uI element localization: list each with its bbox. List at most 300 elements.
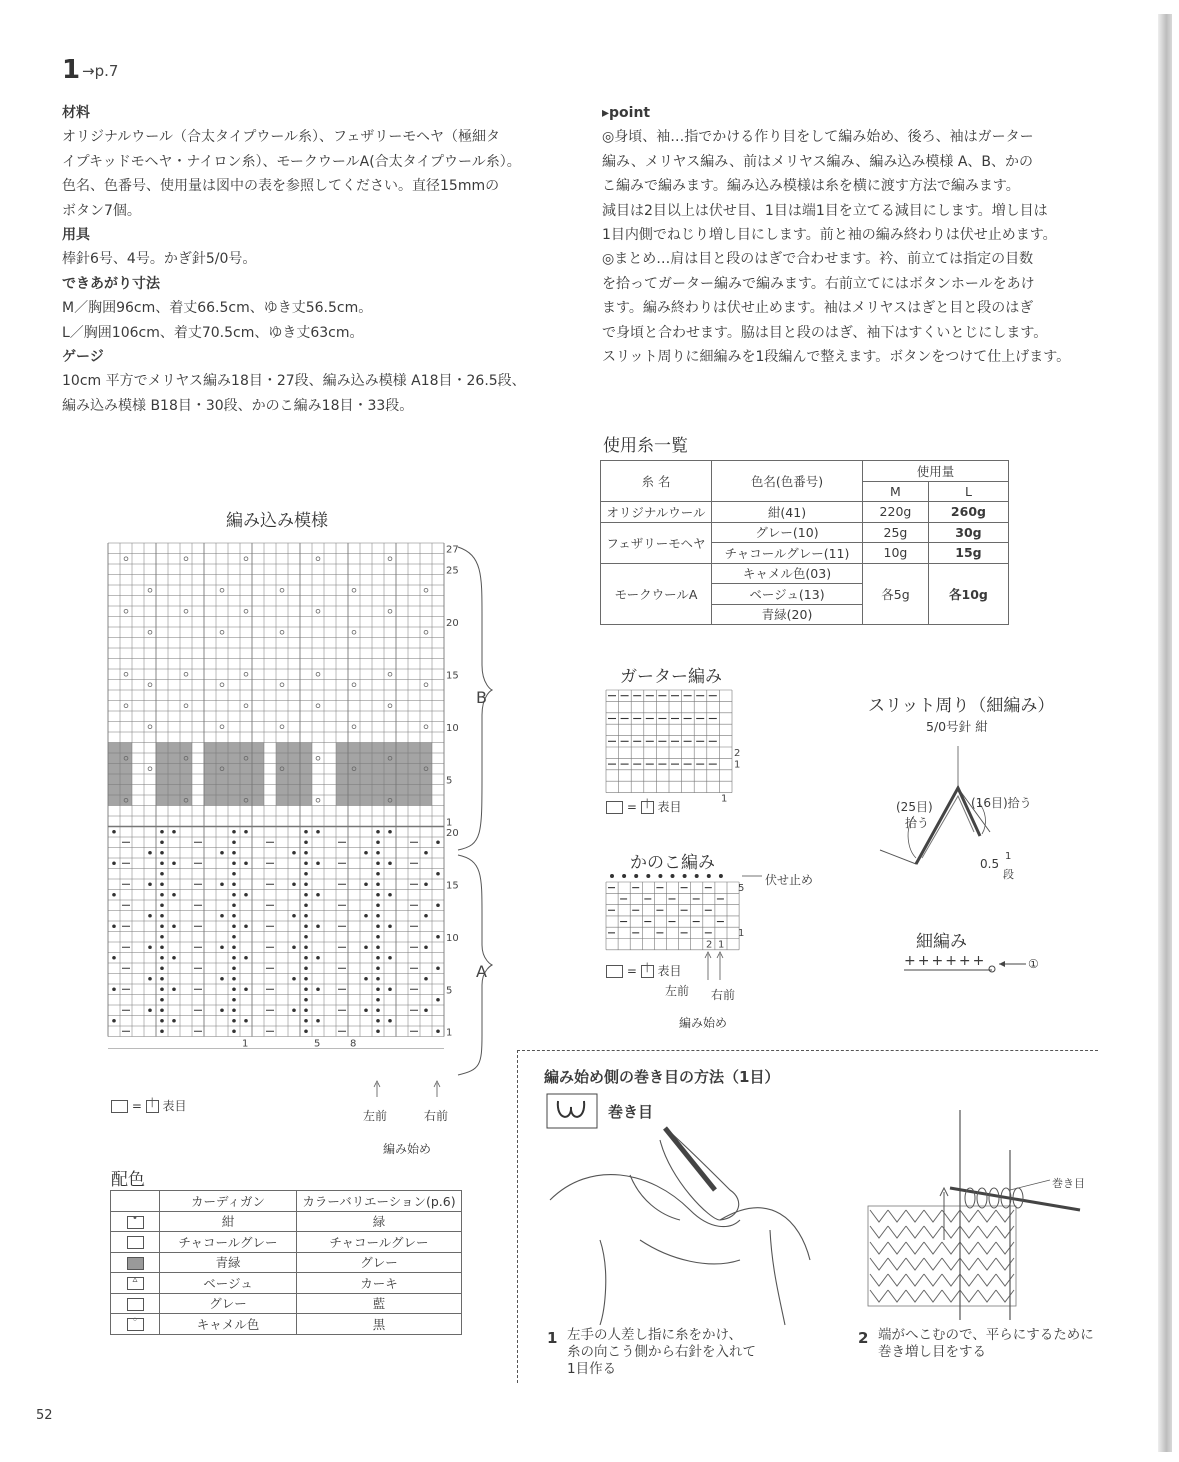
text-line: 10cm 平方でメリヤス編み18目・27段、編み込み模様 A18目・26.5段、 xyxy=(62,373,526,390)
dot-stitch xyxy=(436,1029,440,1033)
stitch-number: 8 xyxy=(350,1038,357,1050)
dot-stitch xyxy=(160,1029,164,1033)
page-number: 52 xyxy=(36,1408,53,1423)
dot-stitch xyxy=(376,945,380,949)
knit-stitch xyxy=(906,1290,924,1302)
sc-symbols: ++++++ xyxy=(904,953,987,969)
dot-stitch xyxy=(388,956,392,960)
yarn-line xyxy=(770,1230,785,1325)
dot-stitch xyxy=(388,1019,392,1023)
dot-stitch xyxy=(364,945,368,949)
r3-l: 各10g xyxy=(928,563,1008,625)
knit-stitch xyxy=(870,1210,888,1222)
dot-stitch xyxy=(148,945,152,949)
h-name: 糸 名 xyxy=(601,461,712,502)
knit-stitch xyxy=(996,1258,1014,1270)
dot-stitch xyxy=(424,851,428,855)
knit-stitch xyxy=(978,1242,996,1254)
knit-stitch xyxy=(924,1274,942,1286)
dot-stitch xyxy=(160,998,164,1002)
knit-stitch xyxy=(888,1242,906,1254)
knit-swatch-icon xyxy=(606,965,623,978)
section-heading: 材料 xyxy=(62,105,90,121)
slit-diagram xyxy=(870,740,1050,890)
dot-stitch xyxy=(388,830,392,834)
materials-block xyxy=(62,101,526,418)
bindoff-stitch xyxy=(610,874,614,878)
knit-symbol-icon: | xyxy=(146,1100,159,1113)
knit-stitch xyxy=(942,1274,960,1286)
dot-stitch xyxy=(316,956,320,960)
dot-stitch xyxy=(376,987,380,991)
color-table-title: 配色 xyxy=(111,1170,145,1190)
sc-marker: ① xyxy=(1028,957,1039,971)
motif-stitch xyxy=(244,704,248,708)
wrap-loop xyxy=(977,1188,987,1208)
step2-line: 巻き増し目をする xyxy=(878,1344,986,1360)
dot-stitch xyxy=(304,903,308,907)
motif-stitch xyxy=(424,588,428,592)
motif-stitch xyxy=(244,672,248,676)
dot-stitch xyxy=(160,882,164,886)
cardigan-color: ベージュ xyxy=(160,1273,297,1294)
knit-stitch xyxy=(978,1210,996,1222)
dot-stitch xyxy=(232,914,236,918)
dot-stitch xyxy=(424,945,428,949)
color-symbol-icon xyxy=(127,1212,144,1229)
dot-stitch xyxy=(376,977,380,981)
r2b-m: 10g xyxy=(863,543,929,564)
knit-stitch xyxy=(960,1242,978,1254)
dot-stitch xyxy=(304,966,308,970)
dot-stitch xyxy=(376,840,380,844)
motif-stitch xyxy=(388,704,392,708)
knit-stitch xyxy=(942,1242,960,1254)
bindoff-stitch xyxy=(622,874,626,878)
chart-legend-text: 表目 xyxy=(162,1099,187,1113)
dot-stitch xyxy=(232,935,236,939)
dot-stitch xyxy=(304,924,308,928)
knit-stitch xyxy=(870,1242,888,1254)
dot-stitch xyxy=(292,851,296,855)
dot-stitch xyxy=(244,956,248,960)
dot-stitch xyxy=(304,935,308,939)
h-usage: 使用量 xyxy=(863,461,1009,482)
r2-name: フェザリーモヘヤ xyxy=(601,522,712,563)
section-heading: 用具 xyxy=(62,227,90,244)
page-reference: →p.7 xyxy=(82,62,119,80)
dot-stitch xyxy=(304,987,308,991)
dot-stitch xyxy=(232,882,236,886)
motif-stitch xyxy=(280,630,284,634)
yarn-table xyxy=(600,460,1009,625)
dot-stitch xyxy=(376,935,380,939)
variation-color: グレー xyxy=(297,1252,462,1273)
dot-stitch xyxy=(232,1008,236,1012)
knit-stitch xyxy=(888,1226,906,1238)
dot-stitch xyxy=(376,851,380,855)
dot-stitch xyxy=(160,914,164,918)
dot-stitch xyxy=(304,1019,308,1023)
yarn-table-title: 使用糸一覧 xyxy=(603,436,688,456)
dot-stitch xyxy=(232,924,236,928)
dot-stitch xyxy=(160,1019,164,1023)
dot-stitch xyxy=(232,1019,236,1023)
dot-stitch xyxy=(244,861,248,865)
cardigan-color: グレー xyxy=(160,1293,297,1314)
motif-stitch xyxy=(184,609,188,613)
color-symbol: • xyxy=(132,1212,138,1224)
cardigan-color: 紺 xyxy=(160,1211,297,1232)
knit-swatch-icon xyxy=(606,801,623,814)
text-line: ボタン7個。 xyxy=(62,202,141,219)
dot-stitch xyxy=(244,924,248,928)
knit-stitch xyxy=(888,1258,906,1270)
motif-stitch xyxy=(316,609,320,613)
step1-number: 1 xyxy=(547,1329,558,1347)
row-number: 20 xyxy=(446,828,459,839)
knit-stitch xyxy=(924,1242,942,1254)
dot-stitch xyxy=(172,861,176,865)
garter-legend: = | 表目 xyxy=(606,798,682,815)
knit-stitch xyxy=(996,1290,1014,1302)
finger-outline xyxy=(660,1132,739,1220)
dot-stitch xyxy=(232,903,236,907)
dot-stitch xyxy=(232,977,236,981)
seed-right-front: 右前 xyxy=(711,988,736,1002)
knit-stitch xyxy=(906,1274,924,1286)
cardigan-color: チャコールグレー xyxy=(160,1232,297,1253)
dot-stitch xyxy=(388,861,392,865)
motif-stitch xyxy=(388,557,392,561)
motif-stitch xyxy=(124,672,128,676)
knit-stitch xyxy=(924,1290,942,1302)
motif-stitch xyxy=(184,704,188,708)
section-heading: ゲージ xyxy=(62,349,104,366)
finger-outline xyxy=(630,1175,680,1220)
knit-stitch xyxy=(870,1274,888,1286)
dot-stitch xyxy=(232,987,236,991)
slit-dim: 0.5 xyxy=(980,857,1000,871)
stitch-number: 5 xyxy=(314,1038,321,1050)
dot-stitch xyxy=(304,977,308,981)
r1-m: 220g xyxy=(863,502,929,523)
knit-stitch xyxy=(942,1290,960,1302)
dot-stitch xyxy=(304,840,308,844)
dot-stitch xyxy=(376,1008,380,1012)
step1-text xyxy=(567,1327,756,1378)
sc-title: 細編み xyxy=(916,932,967,952)
text-line: こ編みで編みます。編み込み模様は糸を横に渡す方法で編みます。 xyxy=(602,178,1020,195)
text-line: L／胸囲106cm、着丈70.5cm、ゆき丈63cm。 xyxy=(62,324,364,341)
color-row xyxy=(111,1314,462,1335)
dot-stitch xyxy=(304,830,308,834)
chart-legend: = | 表目 xyxy=(111,1097,187,1114)
motif-stitch xyxy=(316,557,320,561)
dot-stitch xyxy=(160,977,164,981)
dot-stitch xyxy=(436,966,440,970)
color-symbol: ▵ xyxy=(132,1274,138,1286)
dot-stitch xyxy=(436,935,440,939)
dot-stitch xyxy=(244,1019,248,1023)
r1-color: 紺(41) xyxy=(712,502,863,523)
start-arrow-icon xyxy=(374,1081,440,1097)
knit-stitch xyxy=(960,1226,978,1238)
dot-stitch xyxy=(172,924,176,928)
text-line: ます。編み終わりは伏せ止めます。袖はメリヤスはぎと目と段のはぎ xyxy=(602,300,1034,317)
knit-stitch xyxy=(978,1258,996,1270)
dot-stitch xyxy=(220,882,224,886)
motif-stitch xyxy=(184,672,188,676)
variation-color: チャコールグレー xyxy=(297,1232,462,1253)
knit-stitch xyxy=(906,1226,924,1238)
dot-stitch xyxy=(304,956,308,960)
dot-stitch xyxy=(292,914,296,918)
dot-stitch xyxy=(112,893,116,897)
row-number: 10 xyxy=(446,933,459,944)
dot-stitch xyxy=(304,851,308,855)
chart-start: 編み始め xyxy=(383,1142,432,1156)
r2a-color: グレー(10) xyxy=(712,522,863,543)
motif-stitch xyxy=(316,798,320,802)
bindoff-stitch xyxy=(707,874,711,878)
dot-stitch xyxy=(160,840,164,844)
motif-stitch xyxy=(352,725,356,729)
dot-stitch xyxy=(436,903,440,907)
dot-stitch xyxy=(304,1008,308,1012)
page-edge xyxy=(1158,14,1172,1452)
bindoff-stitch xyxy=(646,874,650,878)
motif-stitch xyxy=(124,557,128,561)
knit-swatch-icon xyxy=(111,1100,128,1113)
motif-stitch xyxy=(124,704,128,708)
variation-color: 藍 xyxy=(297,1293,462,1314)
step2-text xyxy=(878,1327,1094,1361)
dot-stitch xyxy=(148,851,152,855)
r1-l: 260g xyxy=(928,502,1008,523)
dot-stitch xyxy=(148,1008,152,1012)
variation-color: 黒 xyxy=(297,1314,462,1335)
h-m: M xyxy=(863,481,929,502)
motif-stitch xyxy=(352,588,356,592)
color-symbol: ◦ xyxy=(132,1315,138,1327)
cardigan-color: キャメル色 xyxy=(160,1314,297,1335)
stitch-number: 2 xyxy=(706,939,713,951)
row-number: 1 xyxy=(446,817,453,829)
knit-stitch xyxy=(978,1290,996,1302)
yarn-line xyxy=(600,1240,606,1325)
knit-stitch xyxy=(870,1226,888,1238)
step1-line: 1目作る xyxy=(567,1361,617,1377)
seed-legend: = | 表目 xyxy=(606,962,682,979)
dot-stitch xyxy=(232,872,236,876)
step2-line: 端がへこむので、平らにするために xyxy=(878,1327,1094,1343)
dot-stitch xyxy=(160,861,164,865)
dot-stitch xyxy=(232,851,236,855)
leader-line xyxy=(1010,1180,1050,1190)
dot-stitch xyxy=(364,851,368,855)
dot-stitch xyxy=(304,998,308,1002)
row-number: 5 xyxy=(738,883,745,894)
howto-title: 編み始め側の巻き目の方法（1目） xyxy=(544,1068,780,1086)
text-line: ◎身頃、袖…指でかける作り目をして編み始め、後ろ、袖はガーター xyxy=(602,129,1034,146)
slit-left-pick: (25目) xyxy=(896,800,933,814)
motif-stitch xyxy=(148,683,152,687)
dot-stitch xyxy=(304,893,308,897)
dot-stitch xyxy=(160,987,164,991)
seed-bindoff: 伏せ止め xyxy=(765,873,814,887)
variation-color: 緑 xyxy=(297,1211,462,1232)
dot-stitch xyxy=(316,861,320,865)
chart-right-front: 右前 xyxy=(424,1109,449,1123)
bindoff-stitch xyxy=(634,874,638,878)
motif-stitch xyxy=(388,672,392,676)
text-line: 編み、メリヤス編み、前はメリヤス編み、編み込み模様 A、B、かの xyxy=(602,153,1034,170)
dot-stitch xyxy=(376,914,380,918)
bindoff-stitch xyxy=(719,874,723,878)
row-number: 25 xyxy=(446,565,459,577)
garter-title: ガーター編み xyxy=(620,667,722,687)
hand-outline xyxy=(640,1240,740,1264)
stitch-number: 1 xyxy=(242,1038,249,1050)
r3-name: モークウールA xyxy=(601,563,712,625)
dot-stitch xyxy=(232,945,236,949)
motif-stitch xyxy=(280,683,284,687)
dot-stitch xyxy=(172,956,176,960)
dot-stitch xyxy=(160,966,164,970)
text-line: 色名、色番号、使用量は図中の表を参照してください。直径15mmの xyxy=(62,178,500,195)
r3-m: 各5g xyxy=(863,563,929,625)
motif-stitch xyxy=(280,725,284,729)
dot-stitch xyxy=(172,1019,176,1023)
dot-stitch xyxy=(376,1029,380,1033)
h-cardigan: カーディガン xyxy=(160,1191,297,1212)
dot-stitch xyxy=(292,945,296,949)
dot-stitch xyxy=(112,956,116,960)
motif-stitch xyxy=(148,767,152,771)
text-line: 編み込み模様 B18目・30段、かのこ編み18目・33段。 xyxy=(62,397,414,414)
knit-stitch xyxy=(942,1210,960,1222)
dot-stitch xyxy=(316,924,320,928)
wrap-loop xyxy=(989,1188,999,1208)
knit-stitch xyxy=(960,1290,978,1302)
row-number: 15 xyxy=(446,880,459,892)
dot-stitch xyxy=(388,893,392,897)
row-number: 2 xyxy=(734,748,741,759)
motif-stitch xyxy=(424,630,428,634)
bindoff-stitch xyxy=(695,874,699,878)
dot-stitch xyxy=(220,1008,224,1012)
h-color: 色名(色番号) xyxy=(712,461,863,502)
dot-stitch xyxy=(160,924,164,928)
r2b-color: チャコールグレー(11) xyxy=(712,543,863,564)
dot-stitch xyxy=(424,882,428,886)
knit-stitch xyxy=(996,1210,1014,1222)
dot-stitch xyxy=(388,987,392,991)
text-line: ◎まとめ…肩は目と段のはぎで合わせます。衿、前立ては指定の目数 xyxy=(602,251,1034,268)
dot-stitch xyxy=(316,987,320,991)
wrap-label: 巻き目 xyxy=(1052,1177,1085,1190)
motif-stitch xyxy=(148,630,152,634)
knit-stitch xyxy=(906,1258,924,1270)
pattern-number: 1 xyxy=(62,55,81,85)
garter-legend-text: 表目 xyxy=(657,800,682,814)
dot-stitch xyxy=(424,1008,428,1012)
dot-stitch xyxy=(148,914,152,918)
row-number: 27 xyxy=(446,544,459,556)
cardigan-color: 青緑 xyxy=(160,1252,297,1273)
knit-stitch xyxy=(888,1290,906,1302)
knit-stitch xyxy=(942,1258,960,1270)
dot-stitch xyxy=(376,872,380,876)
knit-stitch xyxy=(996,1242,1014,1254)
knit-stitch xyxy=(978,1226,996,1238)
r2a-m: 25g xyxy=(863,522,929,543)
text-line: 減目は2目以上は伏せ目、1目は端1目を立てる減目にします。増し目は xyxy=(602,202,1048,219)
dot-stitch xyxy=(220,977,224,981)
seed-start: 編み始め xyxy=(679,1016,728,1030)
dot-stitch xyxy=(436,840,440,844)
dot-stitch xyxy=(244,893,248,897)
dot-stitch xyxy=(220,914,224,918)
color-row xyxy=(111,1211,462,1232)
dot-stitch xyxy=(160,956,164,960)
motif-stitch xyxy=(124,609,128,613)
colorwork-title: 編み込み模様 xyxy=(226,511,328,531)
chart-left-front: 左前 xyxy=(363,1109,388,1123)
seed-legend-text: 表目 xyxy=(657,964,682,978)
seed-title: かのこ編み xyxy=(630,853,715,873)
row-number: 10 xyxy=(446,723,459,734)
start-arrow-icon xyxy=(705,952,723,980)
knit-stitch xyxy=(942,1226,960,1238)
dot-stitch xyxy=(160,935,164,939)
needle xyxy=(665,1128,715,1190)
dot-stitch xyxy=(304,861,308,865)
dot-stitch xyxy=(160,851,164,855)
color-symbol-icon xyxy=(127,1257,144,1270)
dot-stitch xyxy=(304,945,308,949)
motif-stitch xyxy=(424,725,428,729)
dot-stitch xyxy=(148,882,152,886)
dot-stitch xyxy=(316,1019,320,1023)
r2b-l: 15g xyxy=(928,543,1008,564)
text-line: イプキッドモヘヤ・ナイロン糸）、モークウールA(合太タイプウール糸）。 xyxy=(62,153,521,170)
r3a-color: キャメル色(03) xyxy=(712,563,863,584)
knit-stitch xyxy=(870,1258,888,1270)
dot-stitch xyxy=(112,830,116,834)
dot-stitch xyxy=(232,1029,236,1033)
color-row xyxy=(111,1293,462,1314)
section-label-b: B xyxy=(476,688,487,707)
dot-stitch xyxy=(232,830,236,834)
dot-stitch xyxy=(220,945,224,949)
row-number: 20 xyxy=(446,618,459,629)
text-line: を拾ってガーター編みで編みます。右前立てにはボタンホールをあけ xyxy=(602,275,1035,292)
color-row xyxy=(111,1273,462,1294)
motif-stitch xyxy=(316,672,320,676)
knit-stitch xyxy=(888,1274,906,1286)
row-number: 15 xyxy=(446,670,459,682)
motif-stitch xyxy=(220,683,224,687)
dot-stitch xyxy=(304,1029,308,1033)
text-line: 棒針6号、4号。かぎ針5/0号。 xyxy=(62,251,257,268)
motif-stitch xyxy=(148,725,152,729)
dot-stitch xyxy=(292,977,296,981)
knit-stitch xyxy=(978,1274,996,1286)
hand-illustration xyxy=(540,1120,820,1330)
dot-stitch xyxy=(376,966,380,970)
